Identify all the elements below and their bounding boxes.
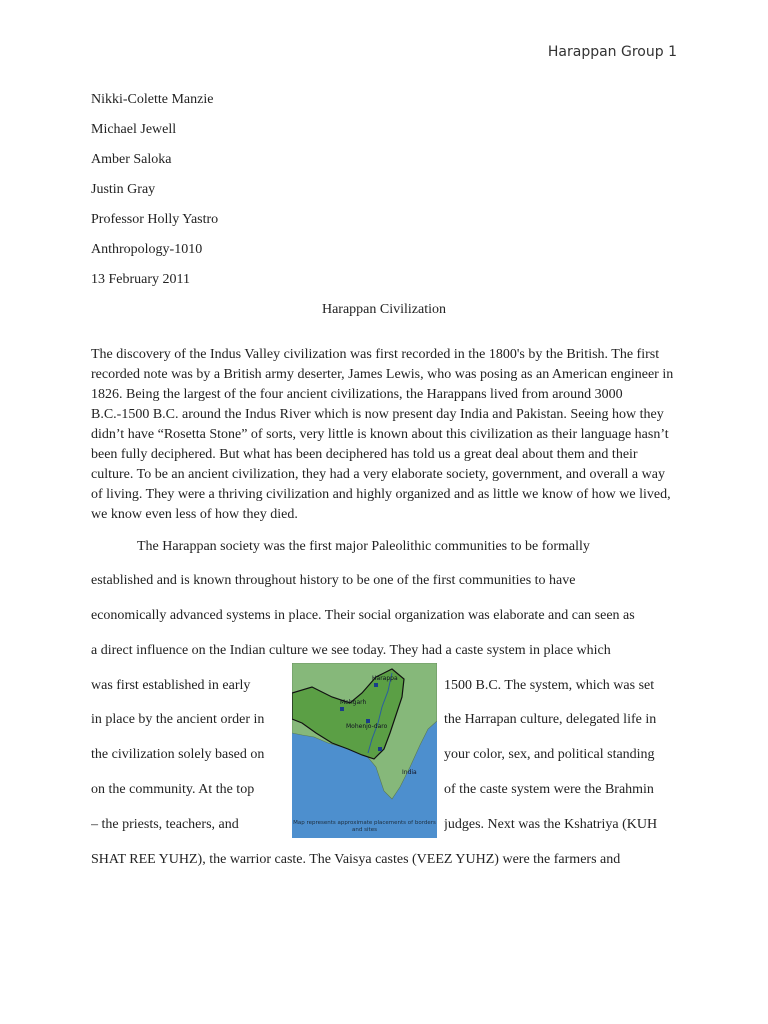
wrap-right-line: your color, sex, and political standing	[444, 747, 655, 762]
paragraph-2-line: SHAT REE YUHZ), the warrior caste. The Vaisya castes (VEEZ YUHZ) were the farmers and	[91, 852, 621, 867]
wrap-right-line: the Harrapan culture, delegated life in	[444, 712, 657, 727]
author-name-4: Justin Gray	[91, 182, 156, 197]
map-label-harappa: Harappa	[372, 675, 398, 682]
map-label-india: India	[402, 769, 417, 776]
harappa-site-marker	[374, 683, 378, 687]
course-name: Anthropology-1010	[91, 242, 203, 257]
map-label-mohenjo-daro: Mohenjo-daro	[346, 723, 388, 730]
wrap-left-line: the civilization solely based on	[91, 747, 265, 762]
map-label-mehgarh: Mehgarh	[340, 699, 367, 706]
wrap-left-line: was first established in early	[91, 678, 251, 693]
indus-valley-map	[292, 663, 437, 838]
date: 13 February 2011	[91, 272, 191, 287]
document-title: Harappan Civilization	[321, 302, 447, 317]
author-name-3: Amber Saloka	[91, 152, 172, 167]
wrap-left-line: on the community. At the top	[91, 782, 255, 797]
wrap-right-line: judges. Next was the Kshatriya (KUH	[444, 817, 658, 832]
map-drawing	[292, 663, 437, 838]
coastal-site-marker	[378, 747, 382, 751]
author-name-1: Nikki-Colette Manzie	[91, 92, 214, 107]
wrap-right-line: 1500 B.C. The system, which was set	[444, 678, 655, 693]
paragraph-2-line: The Harappan society was the first major Paleolithic communities to be formally	[137, 539, 590, 554]
professor-name: Professor Holly Yastro	[91, 212, 219, 227]
paragraph-2-line: a direct influence on the Indian culture we see today. They had a caste system in place which	[91, 643, 611, 658]
paragraph-1: The discovery of the Indus Valley civilization was first recorded in the 1800's by the British. The first recorded note was by a British army deserter, James Lewis, who was posing as an American engineer in 1826. Being the largest of the four ancient civilizations, the Harappans lived from around 3000 B.C.-1500 B.C. around the Indus River which is now present day India and Pakistan. Seeing how they didn’t have “Rosetta Stone” of sorts, very little is known about this civilization as their language hasn’t been fully deciphered. But what has been deciphered has told us a great deal about them and their culture. To be an ancient civilization, they had a very elaborate society, government, and overall a way of living. They were a thriving civilization and highly organized and as little we know of how we lived, we know even less of how they died.	[91, 347, 674, 522]
wrap-left-line: – the priests, teachers, and	[91, 817, 239, 832]
map-caption: Map represents approximate placements of borders and sites	[293, 820, 436, 833]
paragraph-2-line: economically advanced systems in place. Their social organization was elaborate and can seen as	[91, 608, 635, 623]
mehgarh-site-marker	[340, 707, 344, 711]
page-header: Harappan Group 1	[547, 44, 677, 60]
wrap-right-line: of the caste system were the Brahmin	[444, 782, 654, 797]
wrap-left-line: in place by the ancient order in	[91, 712, 265, 727]
mla-heading	[91, 90, 218, 300]
author-name-2: Michael Jewell	[91, 122, 177, 137]
paragraph-2-line: established and is known throughout history to be one of the first communities to have	[91, 573, 576, 588]
